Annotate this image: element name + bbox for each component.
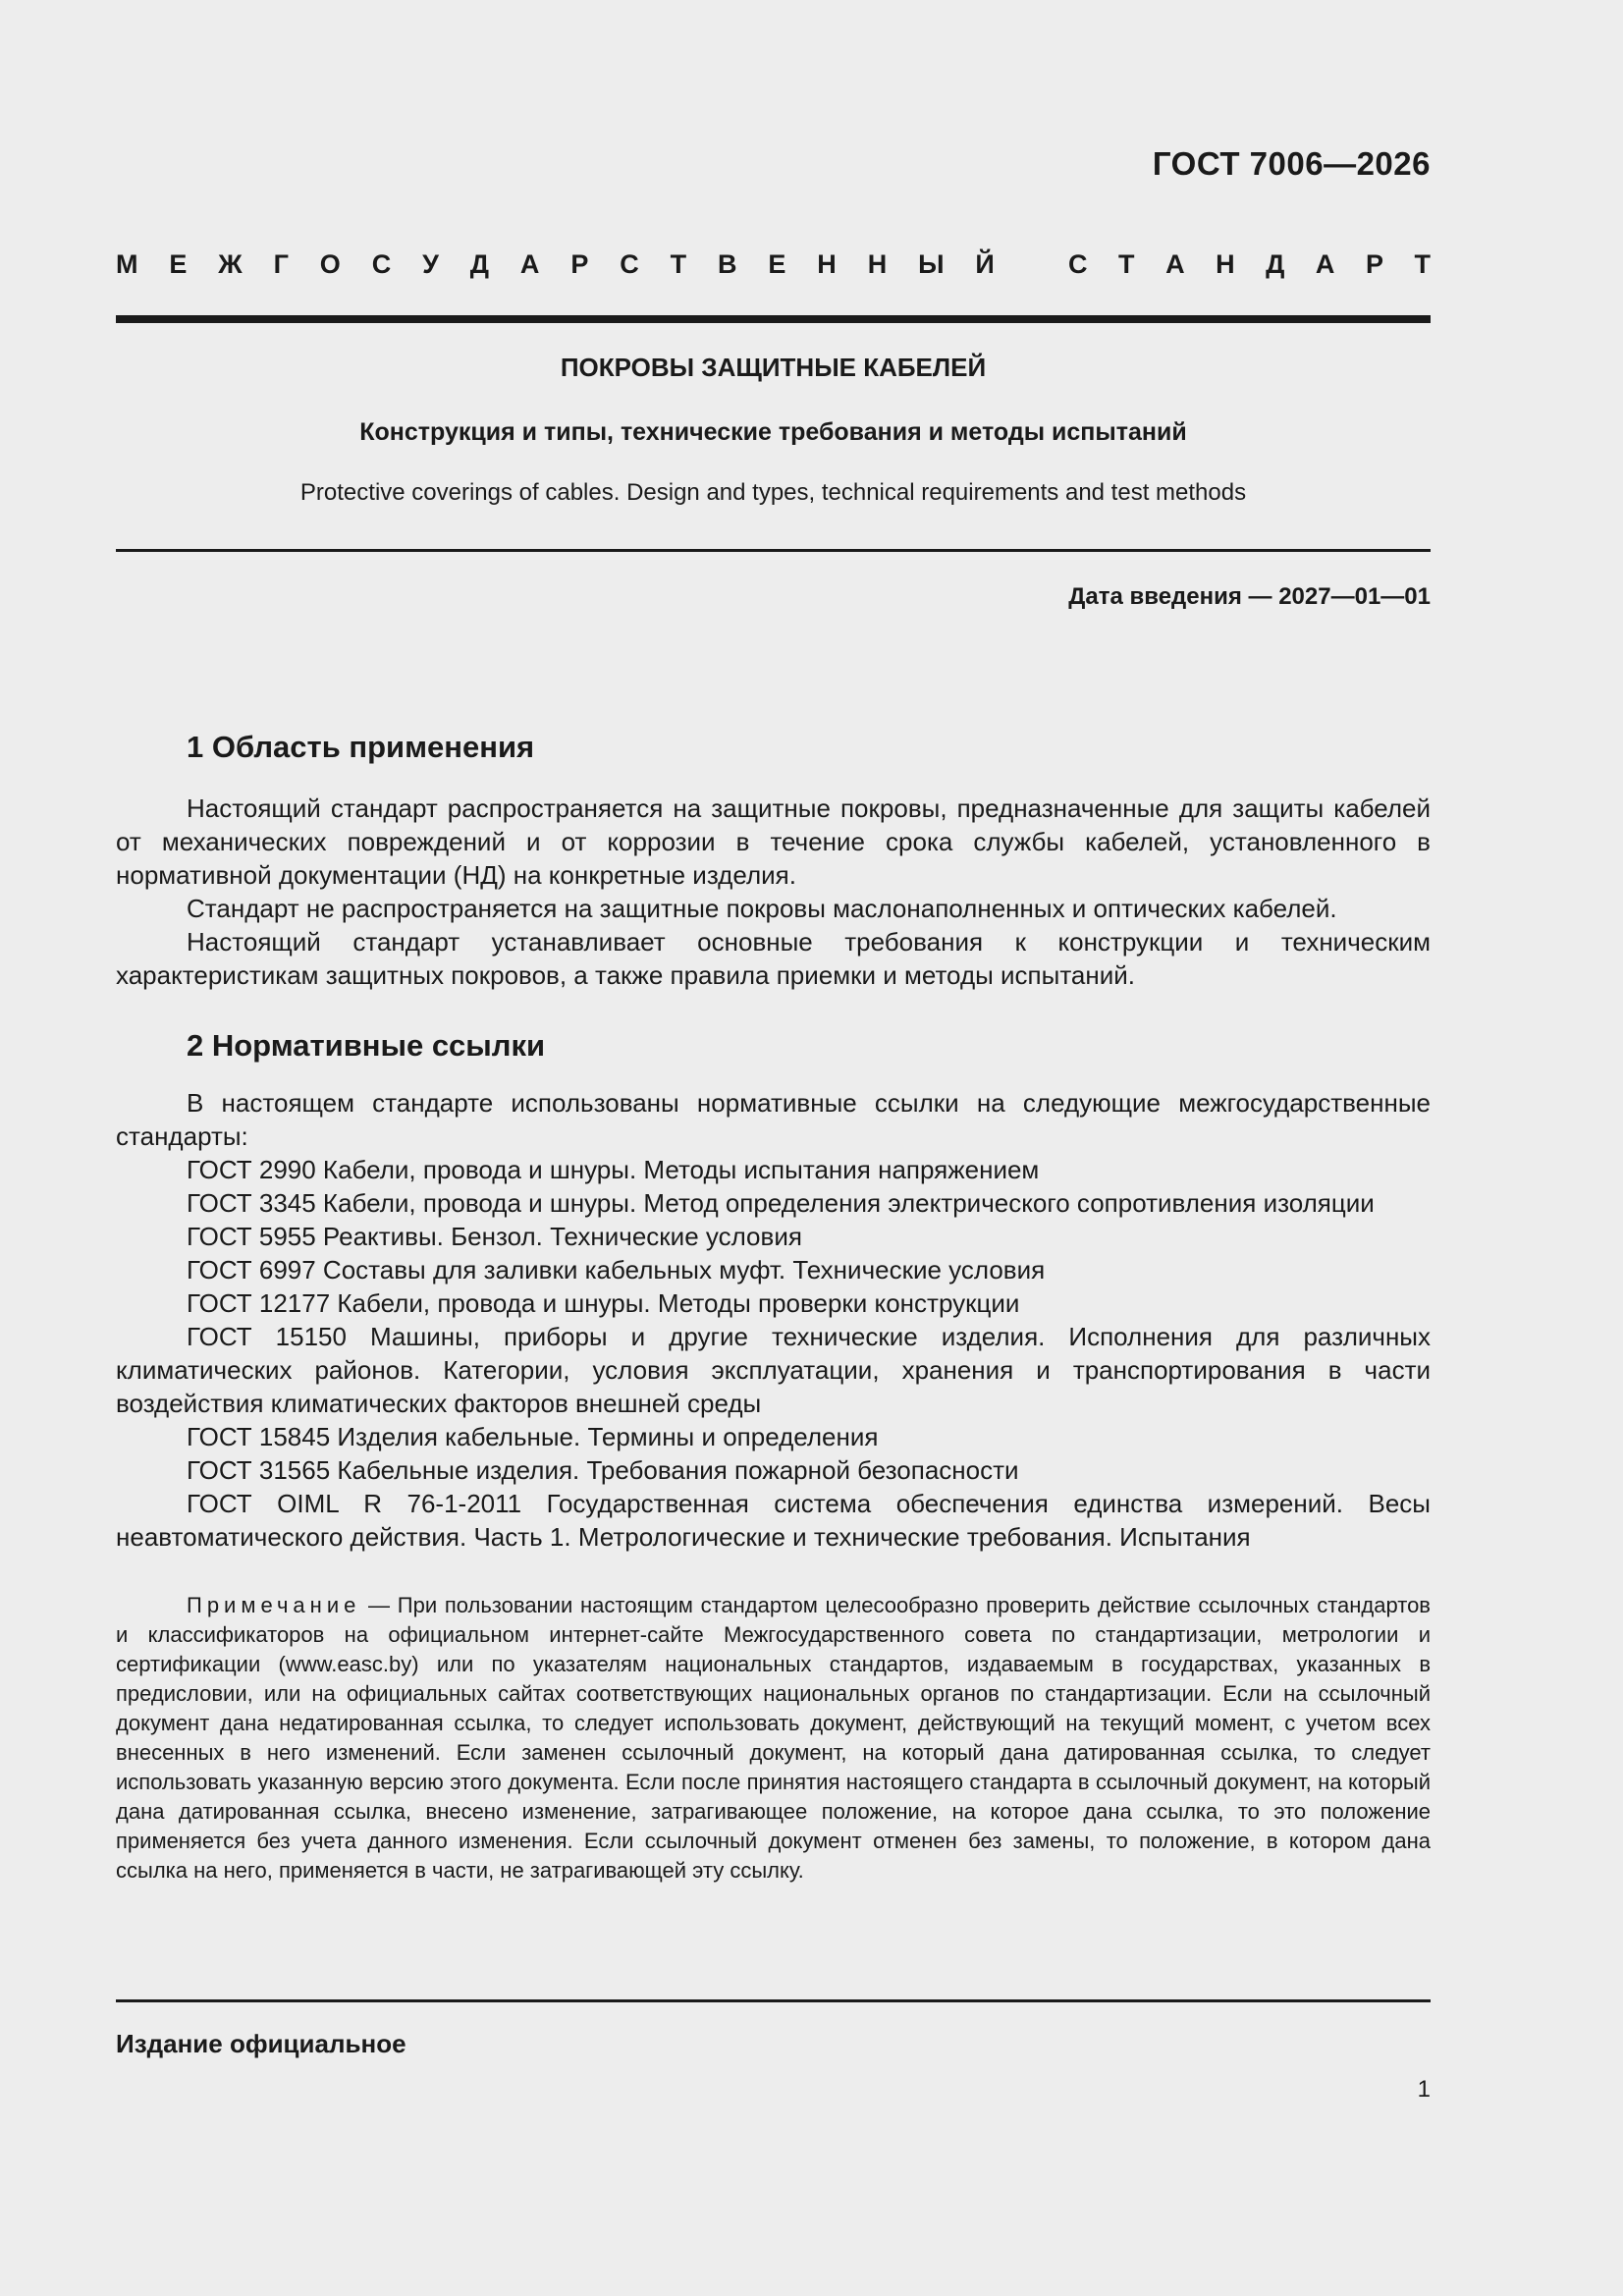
introduction-date: Дата введения — 2027—01—01 (1068, 583, 1431, 610)
banner-letter: О (319, 249, 341, 279)
paragraph: Настоящий стандарт устанавливает основные требования к конструкции и техническим характеристикам защитных покровов, а также правила приемки и методы испытаний. (116, 927, 1431, 990)
banner-letter: Т (1118, 249, 1135, 279)
document-subtitle: Конструкция и типы, технические требования и методы испытаний (359, 418, 1187, 446)
banner-letter: Н (867, 249, 888, 279)
page-number: 1 (1417, 2076, 1431, 2103)
reference-item: ГОСТ 12177 Кабели, провода и шнуры. Методы проверки конструкции (187, 1288, 1020, 1318)
section-2-heading: 2 Нормативные ссылки (187, 1028, 546, 1063)
banner-letter: Т (670, 249, 687, 279)
section-2-body (116, 1086, 1431, 1554)
header-rule (116, 315, 1431, 323)
banner-letter: А (1315, 249, 1335, 279)
english-title: Protective coverings of cables. Design and types, technical requirements and test methods (299, 479, 1247, 506)
reference-item: ГОСТ 15150 Машины, приборы и другие технические изделия. Исполнения для различных климатических районов. Категории, условия эксплуатации, хранения и транспортирования в части воздействия климатических факторов внешней среды (116, 1322, 1431, 1418)
interstate-standard-banner (116, 249, 1431, 280)
standard-number: ГОСТ 7006—2026 (1152, 145, 1431, 182)
banner-letter: Й (975, 249, 995, 279)
banner-letter: А (1165, 249, 1185, 279)
banner-letter: Н (817, 249, 837, 279)
standard-word (1068, 249, 1431, 280)
reference-item: ГОСТ 15845 Изделия кабельные. Термины и определения (187, 1422, 879, 1451)
official-edition-label: Издание официальное (116, 2029, 406, 2058)
banner-letter: Д (1266, 249, 1285, 279)
reference-item: ГОСТ OIML R 76-1-2011 Государственная система обеспечения единства измерений. Весы неавтоматического действия. Часть 1. Метрологические и технические требования. Испытания (116, 1489, 1431, 1552)
footer-rule (116, 1999, 1431, 2002)
section-1-body (116, 792, 1431, 992)
reference-item: ГОСТ 2990 Кабели, провода и шнуры. Методы испытания напряжением (187, 1155, 1040, 1184)
banner-letter: С (1068, 249, 1088, 279)
banner-letter: В (718, 249, 737, 279)
interstate-word (116, 249, 995, 280)
paragraph: Настоящий стандарт распространяется на защитные покровы, предназначенные для защиты кабелей от механических повреждений и от коррозии в течение срока службы кабелей, установленного в нормативной документации (НД) на конкретные изделия. (116, 793, 1431, 890)
banner-letter: А (519, 249, 540, 279)
title-rule (116, 549, 1431, 552)
section-1-heading: 1 Область применения (187, 730, 535, 764)
banner-letter: М (116, 249, 138, 279)
paragraph: Стандарт не распространяется на защитные покровы маслонаполненных и оптических кабелей. (187, 894, 1337, 923)
paragraph: В настоящем стандарте использованы нормативные ссылки на следующие межгосударственные стандарты: (116, 1088, 1431, 1151)
reference-item: ГОСТ 31565 Кабельные изделия. Требования пожарной безопасности (187, 1455, 1019, 1485)
banner-letter: Е (169, 249, 188, 279)
banner-letter: У (422, 249, 439, 279)
note-label: Примечание (187, 1593, 361, 1617)
reference-item: ГОСТ 5955 Реактивы. Бензол. Технические условия (187, 1222, 802, 1251)
note-paragraph (116, 1591, 1431, 1886)
banner-letter: Ж (218, 249, 243, 279)
banner-letter: С (620, 249, 639, 279)
banner-letter: С (371, 249, 392, 279)
banner-letter: Т (1414, 249, 1431, 279)
reference-item: ГОСТ 3345 Кабели, провода и шнуры. Метод определения электрического сопротивления изоляции (187, 1188, 1375, 1218)
banner-letter: Р (570, 249, 589, 279)
reference-item: ГОСТ 6997 Составы для заливки кабельных муфт. Технические условия (187, 1255, 1046, 1285)
note-block (116, 1591, 1431, 1886)
banner-letter: Ы (918, 249, 945, 279)
banner-letter: Е (768, 249, 786, 279)
banner-letter: Р (1365, 249, 1383, 279)
banner-letter: Н (1216, 249, 1235, 279)
banner-letter: Д (469, 249, 490, 279)
banner-letter: Г (273, 249, 289, 279)
document-title: ПОКРОВЫ ЗАЩИТНЫЕ КАБЕЛЕЙ (560, 353, 987, 382)
note-text: — При пользовании настоящим стандартом целесообразно проверить действие ссылочных стандартов и классификаторов на официальном интернет-сайте Межгосударственного совета по стандартизации, метрологии и сертификации (www.easc.by) или по указателям национальных стандартов, издаваемым в государствах, указанных в предисловии, или на официальных сайтах соответствующих национальных органов по стандартизации. Если на ссылочный документ дана недатированная ссылка, то следует использовать документ, действующий на текущий момент, с учетом всех внесенных в него изменений. Если заменен ссылочный документ, на который дана датированная ссылка, то следует использовать указанную версию этого документа. Если после принятия настоящего стандарта в ссылочный документ, на который дана датированная ссылка, внесено изменение, затрагивающее положение, на которое дана ссылка, то это положение применяется без учета данного изменения. Если ссылочный документ отменен без замены, то положение, в котором дана ссылка на него, применяется в части, не затрагивающей эту ссылку. (116, 1593, 1431, 1883)
